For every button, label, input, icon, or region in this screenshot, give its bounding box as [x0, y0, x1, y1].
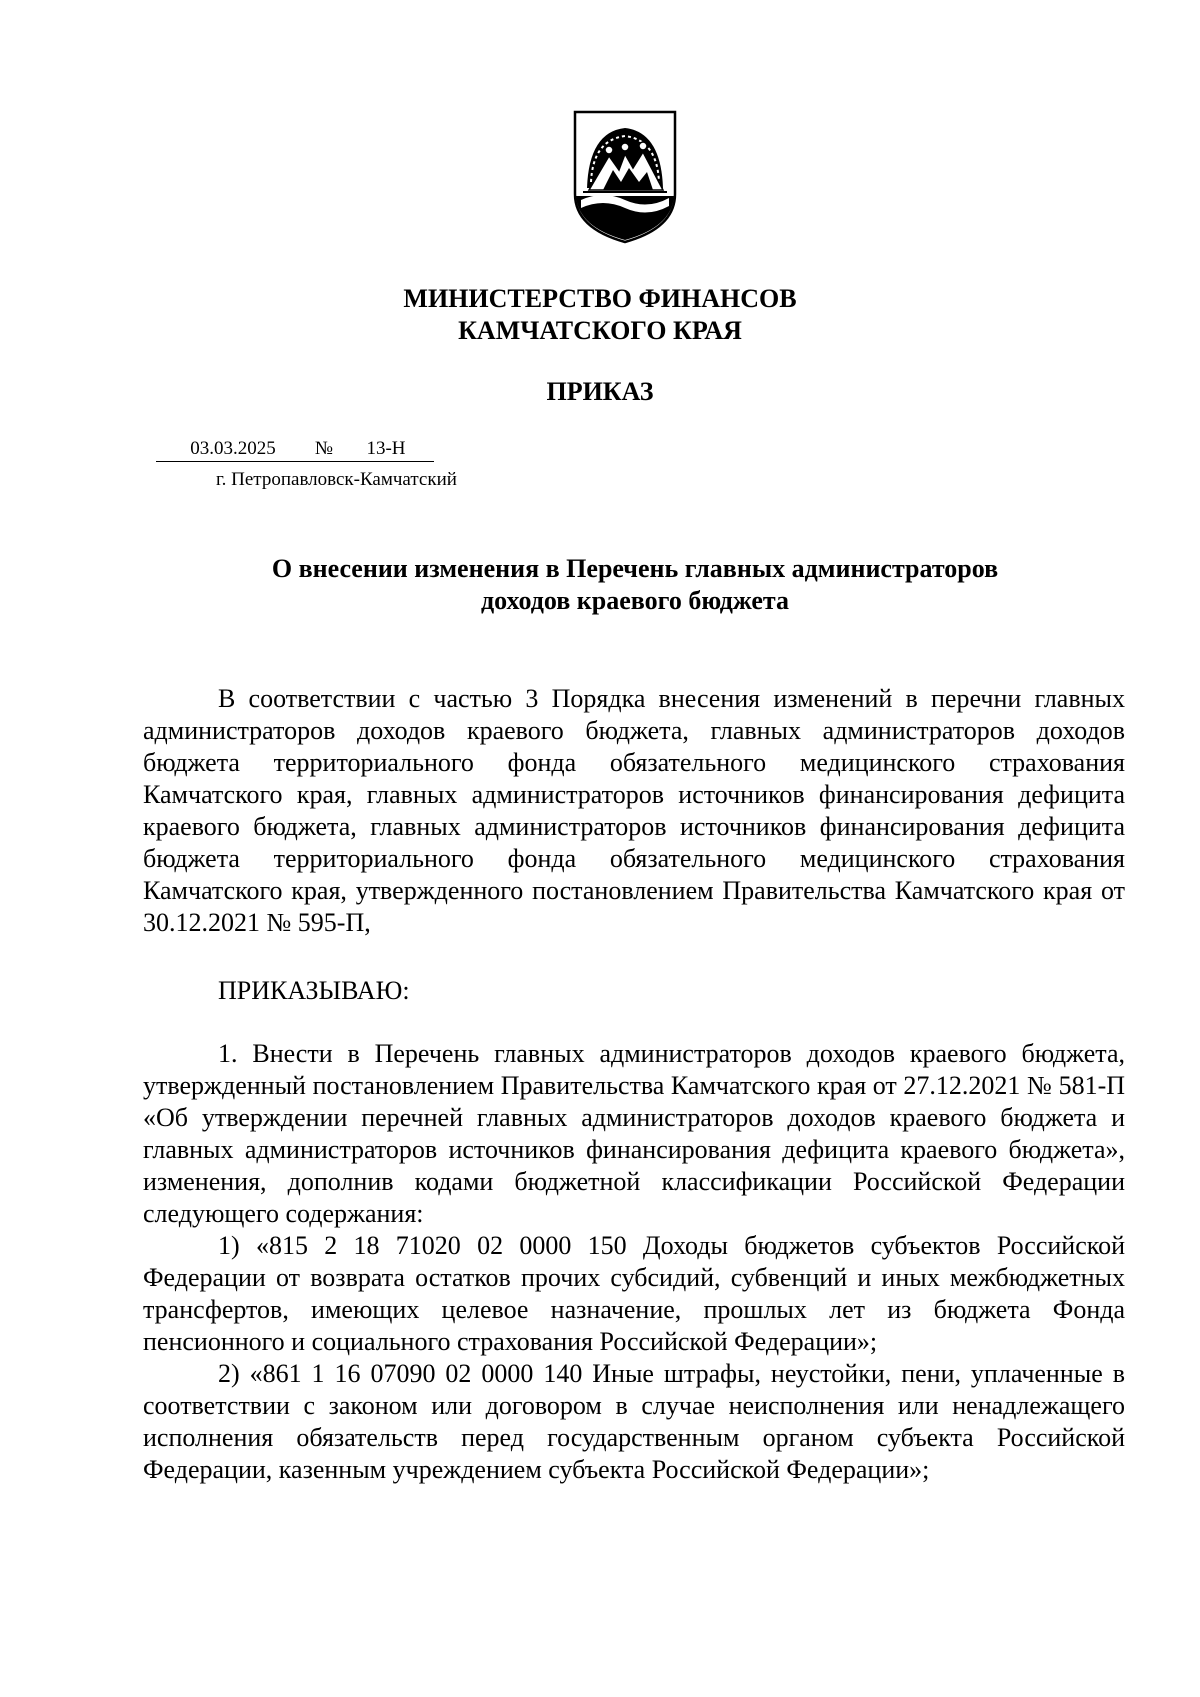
order-word: ПРИКАЗЫВАЮ:: [218, 976, 410, 1005]
ministry-name-line1: МИНИСТЕРСТВО ФИНАНСОВ: [403, 284, 797, 313]
order-word-paragraph: [143, 975, 1125, 1007]
kamchatka-coat-of-arms-icon: [573, 110, 677, 244]
ministry-name-line2: КАМЧАТСКОГО КРАЯ: [458, 316, 742, 345]
document-date: 03.03.2025: [156, 437, 310, 462]
document-subject: [150, 553, 1120, 617]
preamble-text: В соответствии с частью 3 Порядка внесения изменений в перечни главных администраторов доходов краевого бюджета, главных администраторов доходов бюджета территориального фонда обязательного медицинского страхования Камчатского края, главных администраторов источников финансирования дефицита краевого бюджета, главных администраторов источников финансирования дефицита бюджета территориального фонда обязательного медицинского страхования Камчатского края, утвержденного постановлением Правительства Камчатского края от 30.12.2021 № 595-П,: [143, 684, 1125, 937]
document-city: г. Петропавловск-Камчатский: [216, 469, 457, 490]
subject-line1: О внесении изменения в Перечень главных администраторов: [271, 554, 999, 583]
subitem-2: 2) «861 1 16 07090 02 0000 140 Иные штрафы, неустойки, пени, уплаченные в соответствии с законом или договором в случае неисполнения или ненадлежащего исполнения обязательств перед государственным органом субъекта Российской Федерации, казенным учреждением субъекта Российской Федерации»;: [143, 1359, 1125, 1484]
preamble-paragraph: [143, 683, 1125, 939]
item-1: 1. Внести в Перечень главных администраторов доходов краевого бюджета, утвержденный постановлением Правительства Камчатского края от 27.12.2021 № 581-П «Об утверждении перечней главных администраторов доходов краевого бюджета и главных администраторов источников финансирования дефицита краевого бюджета», изменения, дополнив кодами бюджетной классификации Российской Федерации следующего содержания:: [143, 1039, 1125, 1228]
number-sign: №: [310, 437, 338, 462]
document-number: 13-Н: [338, 437, 434, 462]
order-items: [143, 1038, 1125, 1486]
subject-line2: доходов краевого бюджета: [481, 586, 789, 615]
date-number-line: [156, 437, 434, 461]
document-type-title: ПРИКАЗ: [546, 377, 654, 406]
subitem-1: 1) «815 2 18 71020 02 0000 150 Доходы бюджетов субъектов Российской Федерации от возврата остатков прочих субсидий, субвенций и иных межбюджетных трансфертов, имеющих целевое назначение, прошлых лет из бюджета Фонда пенсионного и социального страхования Российской Федерации»;: [143, 1231, 1125, 1356]
